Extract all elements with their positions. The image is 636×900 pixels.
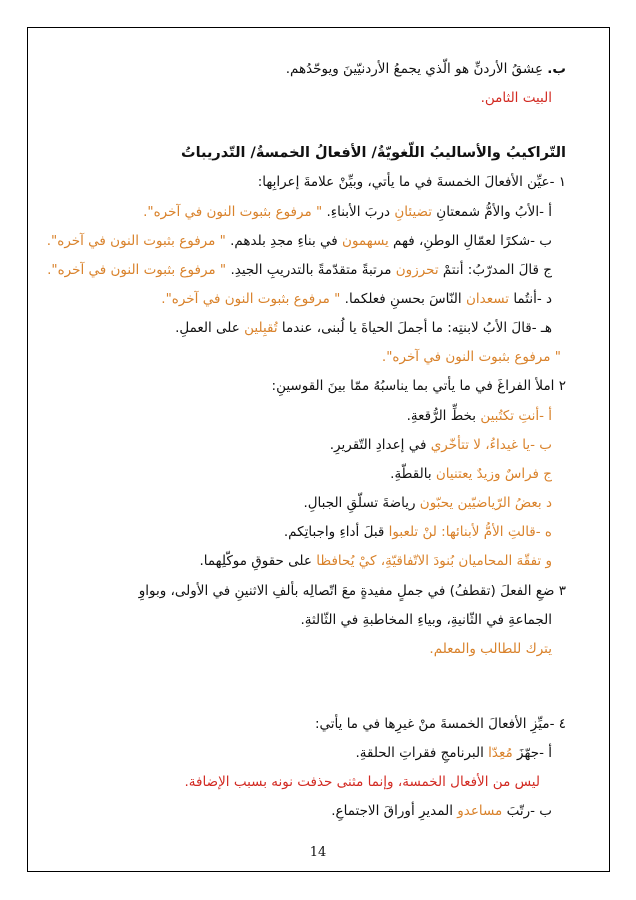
ex1-item-e-answer: " مرفوع بثبوت النون في آخره". <box>381 349 561 365</box>
verse-eight-label: البيت الثامن. <box>480 90 552 106</box>
page-number: 14 <box>309 845 327 860</box>
exercise-3-prompt-cont: الجماعةِ في الثّانيةِ، وبياءِ المخاطبةِ في الثّالثةِ. <box>300 612 552 628</box>
ex2-item-e: ه -قالتِ الأمُّ لأبنائها: لنْ تلعبوا قبلَ أداءِ واجباتِكم. <box>283 524 552 540</box>
ex2-item-b: ب -يا غيداءُ، لا تتأخّري في إعدادِ التّقريرِ. <box>329 437 552 453</box>
ex1-item-b: ب -شكرًا لعمّالِ الوطنِ، فهم يسهمون في بناءِ مجدِ بلدهم. " مرفوع بثبوت النون في آخره". <box>46 233 552 249</box>
ex4-item-a-answer: ليس من الأفعال الخمسة، وإنما مثنى حذفت نونه بسبب الإضافة. <box>184 774 540 790</box>
ex1-item-c: ج قالَ المدرّبُ: أنتمْ تحرزون مرتبةً متقدّمةً بالتدريبِ الجيدِ. " مرفوع بثبوت النون في آخره". <box>47 262 552 278</box>
exercise-3-answer: يترك للطالب والمعلم. <box>429 641 552 657</box>
ex2-item-c: ج فراسٌ وزيدٌ يعتنيان بالقطّةِ. <box>390 466 552 482</box>
line-ba: ب. عِشقُ الأردنِّ هو الّذي يجمعُ الأردنيّينَ ويوحّدُهم. <box>285 61 566 77</box>
ex1-item-d: د -أنتُما تسعدان النّاسَ بحسنِ فعلكما. " مرفوع بثبوت النون في آخره". <box>161 291 552 307</box>
ex4-item-a: أ -جهّزَ مُعِدّا البرنامجِ فقراتِ الحلقةِ. <box>355 745 552 761</box>
exercise-4-prompt: ٤ -ميِّزِ الأفعالَ الخمسةَ منْ غيرِها في ما يأتي: <box>314 716 566 732</box>
ex1-item-e: هـ -قالَ الأبُ لابنتِه: ما أجملَ الحياةَ يا لُبنى، عندما تُقبِلين على العملِ. <box>175 320 552 336</box>
exercise-3-prompt: ٣ ضعِ الفعلَ (تقطفُ) في جملٍ مفيدةٍ معَ اتّصالِه بألفِ الاثنينِ في الأولى، وبواوِ <box>138 583 566 599</box>
ex2-item-d: د بعضُ الرّياضيّين يحبّون رياضةَ تسلّقِ الجبالِ. <box>303 495 552 511</box>
ex4-item-b: ب -رتّبَ مساعدو المديرِ أوراقَ الاجتماعِ. <box>331 803 552 819</box>
ex2-item-a: أ -أنتِ تكتُبين بخطِّ الرُّقعةِ. <box>406 408 552 424</box>
ex2-item-f: و تفقّهَ المحاميان بُنودَ الاتّفاقيّةِ، كيْ يُحافظا على حقوقِ موكّلِهما. <box>199 553 552 569</box>
exercise-2-prompt: ٢ املأ الفراغَ في ما يأتي بما يناسبُهُ ممّا بينَ القوسينِ: <box>271 378 566 394</box>
section-heading: التّراكيبُ والأساليبُ اللّغويّةُ/ الأفعالُ الخمسةُ/ التّدريباتُ <box>181 145 566 161</box>
exercise-1-prompt: ١ -عيِّن الأفعالَ الخمسةَ في ما يأتي، وبيِّنْ علامةَ إعرابِها: <box>257 174 566 190</box>
ex1-item-a: أ -الأبُ والأمُّ شمعتانِ تضيئانِ دربَ الأبناءِ. " مرفوع بثبوت النون في آخره". <box>143 204 552 220</box>
